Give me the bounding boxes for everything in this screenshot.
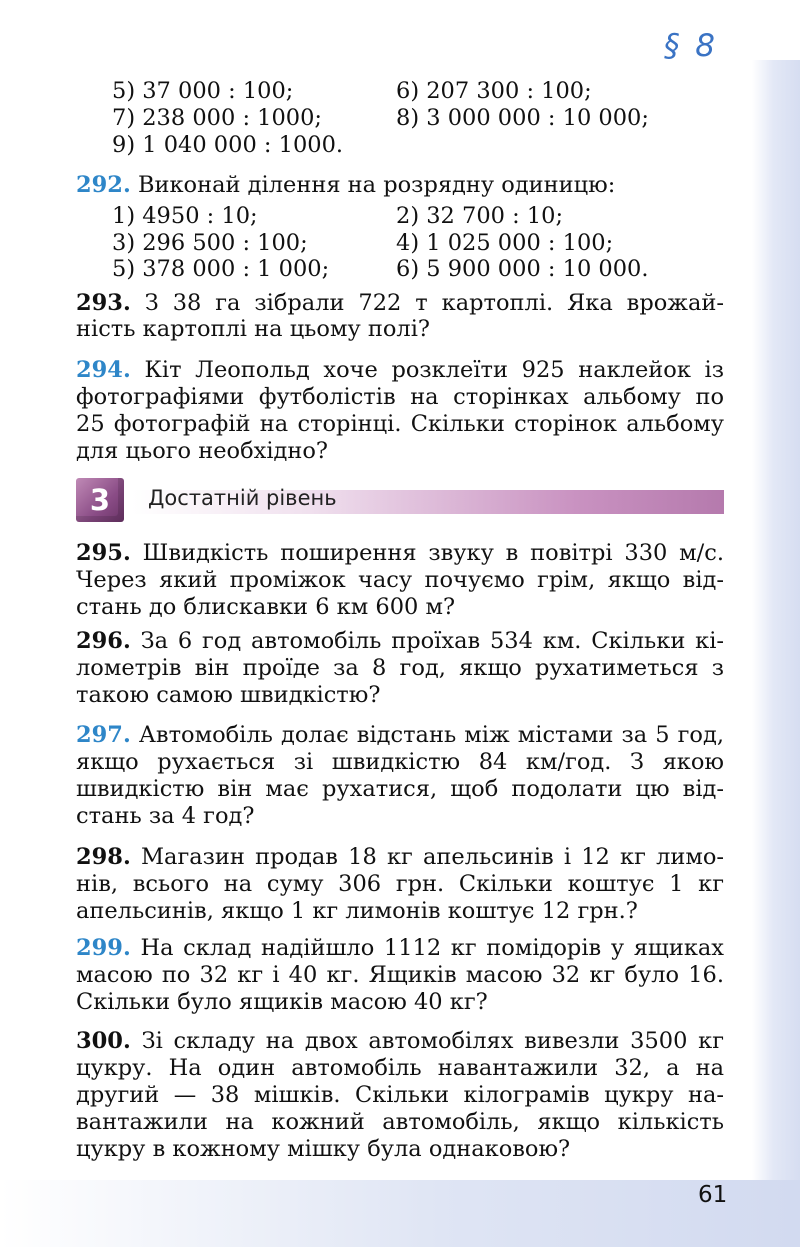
exercise-292-heading [76, 172, 724, 198]
exercise-item: 5) 37 000 : 100; [112, 78, 294, 104]
exercise-text: На склад надійшло 1112 кг помідорів у ящиках [140, 935, 724, 961]
exercise-text: Виконай ділення на розрядну одиницю: [137, 172, 616, 198]
exercise-299-line: Скільки було ящиків масою 40 кг? [76, 989, 488, 1015]
exercise-text: З 38 га зібрали 722 т картоплі. Яка врожай- [144, 290, 725, 316]
level-cube-icon [76, 478, 124, 522]
exercise-text: Автомобіль долає відстань між містами за 5 год, [138, 722, 724, 748]
exercise-item: 6) 5 900 000 : 10 000. [396, 256, 649, 282]
exercise-item: 9) 1 040 000 : 1000. [112, 132, 344, 158]
exercise-number: 300. [76, 1028, 131, 1054]
exercise-298-line: нів, всього на суму 306 грн. Скільки коштує 1 кг [76, 871, 724, 897]
exercise-296-line: такою самою швидкістю? [76, 682, 381, 708]
exercise-number: 296. [76, 628, 131, 654]
exercise-299-line [76, 935, 724, 961]
exercise-text: За 6 год автомобіль проїхав 534 км. Скільки кі- [140, 628, 725, 654]
exercise-297-line [76, 722, 724, 748]
exercise-item: 3) 296 500 : 100; [112, 230, 308, 256]
exercise-300-line: цукру. На один автомобіль навантажили 32, а на [76, 1055, 724, 1081]
exercise-298-line [76, 844, 724, 870]
exercise-number: 292. [76, 172, 131, 198]
section-marker: § 8 [663, 28, 718, 64]
page-edge-shading [752, 60, 800, 1180]
exercise-295-line [76, 540, 724, 566]
exercise-294-line: 25 фотографій на сторінці. Скільки сторінок альбому [76, 411, 724, 437]
level-badge: 3 [89, 483, 111, 517]
exercise-number: 294. [76, 357, 131, 383]
exercise-number: 295. [76, 540, 131, 566]
exercise-number: 298. [76, 844, 131, 870]
exercise-item: 6) 207 300 : 100; [396, 78, 592, 104]
exercise-295-line: стань до блискавки 6 км 600 м? [76, 594, 456, 620]
exercise-text: Кіт Леопольд хоче розклеїти 925 наклейок із [144, 357, 725, 383]
exercise-item: 5) 378 000 : 1 000; [112, 256, 330, 282]
level-heading [76, 478, 724, 522]
page-bottom-band [0, 1180, 800, 1247]
exercise-298-line: апельсинів, якщо 1 кг лимонів коштує 12 грн.? [76, 898, 638, 924]
exercise-number: 299. [76, 935, 131, 961]
exercise-297-line: стань за 4 год? [76, 803, 255, 829]
exercise-item: 8) 3 000 000 : 10 000; [396, 105, 649, 131]
exercise-300-line [76, 1028, 724, 1054]
exercise-296-line [76, 628, 724, 654]
page-number: 61 [698, 1182, 728, 1208]
exercise-text: Швидкість поширення звуку в повітрі 330 м/с. [142, 540, 725, 566]
exercise-294-line: фотографіями футболістів на сторінках альбому по [76, 384, 724, 410]
exercise-294-line [76, 357, 724, 383]
exercise-297-line: якщо рухається зі швидкістю 84 км/год. З якою [76, 749, 724, 775]
exercise-299-line: масою по 32 кг і 40 кг. Ящиків масою 32 кг було 16. [76, 962, 724, 988]
exercise-item: 2) 32 700 : 10; [396, 203, 564, 229]
exercise-300-line: другий — 38 мішків. Скільки кілограмів цукру на- [76, 1082, 724, 1108]
exercise-293-line [76, 290, 724, 316]
exercise-293-line: ність картоплі на цьому полі? [76, 316, 430, 342]
exercise-297-line: швидкістю він має рухатися, щоб подолати цю від- [76, 776, 724, 802]
exercise-text: Зі складу на двох автомобілях вивезли 3500 кг [141, 1028, 724, 1054]
exercise-item: 4) 1 025 000 : 100; [396, 230, 614, 256]
exercise-text: Магазин продав 18 кг апельсинів і 12 кг лимо- [141, 844, 725, 870]
exercise-300-line: вантажили на кожний автомобіль, якщо кількість [76, 1109, 724, 1135]
exercise-296-line: лометрів він проїде за 8 год, якщо рухатиметься з [76, 655, 724, 681]
exercise-number: 293. [76, 290, 131, 316]
exercise-300-line: цукру в кожному мішку була однаковою? [76, 1136, 571, 1162]
exercise-294-line: для цього необхідно? [76, 438, 328, 464]
exercise-item: 7) 238 000 : 1000; [112, 105, 323, 131]
exercise-item: 1) 4950 : 10; [112, 203, 258, 229]
exercise-295-line: Через який проміжок часу почуємо грім, якщо від- [76, 567, 724, 593]
exercise-number: 297. [76, 722, 131, 748]
level-title: Достатній рівень [148, 486, 337, 510]
